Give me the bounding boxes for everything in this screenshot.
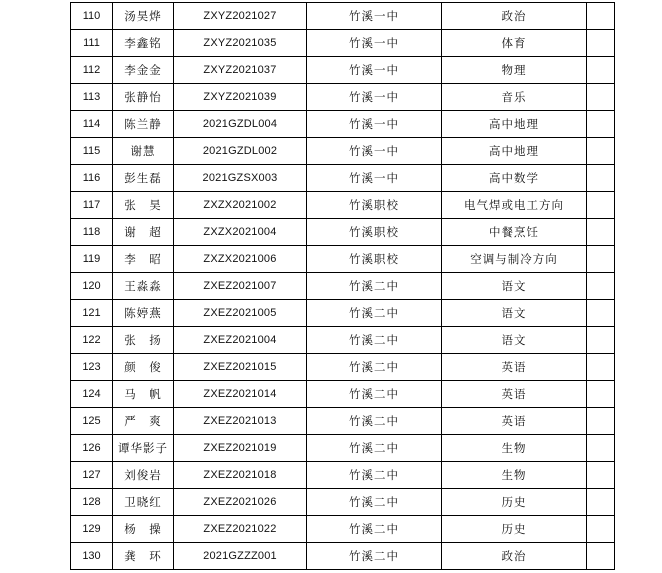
row-remark (587, 462, 615, 489)
row-remark (587, 516, 615, 543)
row-subject: 语文 (442, 327, 587, 354)
row-number: 126 (71, 435, 113, 462)
table-row (71, 138, 615, 165)
row-code: ZXYZ2021037 (174, 57, 307, 84)
row-subject: 英语 (442, 354, 587, 381)
row-school: 竹溪二中 (307, 516, 442, 543)
row-number: 117 (71, 192, 113, 219)
table-row (71, 543, 615, 570)
row-school: 竹溪二中 (307, 489, 442, 516)
row-school: 竹溪职校 (307, 192, 442, 219)
row-name: 卫晓红 (113, 489, 174, 516)
row-code: ZXEZ2021022 (174, 516, 307, 543)
row-number: 115 (71, 138, 113, 165)
row-number: 125 (71, 408, 113, 435)
table-row (71, 354, 615, 381)
row-subject: 空调与制冷方向 (442, 246, 587, 273)
row-subject: 政治 (442, 3, 587, 30)
row-subject: 语文 (442, 273, 587, 300)
row-name: 刘俊岩 (113, 462, 174, 489)
row-remark (587, 3, 615, 30)
row-school: 竹溪职校 (307, 219, 442, 246)
table-row (71, 516, 615, 543)
row-code: ZXEZ2021004 (174, 327, 307, 354)
row-school: 竹溪二中 (307, 435, 442, 462)
row-name: 张 昊 (113, 192, 174, 219)
row-remark (587, 30, 615, 57)
table-row (71, 327, 615, 354)
row-name: 张 扬 (113, 327, 174, 354)
row-subject: 高中地理 (442, 138, 587, 165)
row-number: 111 (71, 30, 113, 57)
row-subject: 历史 (442, 516, 587, 543)
row-code: ZXYZ2021035 (174, 30, 307, 57)
table-row (71, 165, 615, 192)
row-number: 116 (71, 165, 113, 192)
row-subject: 语文 (442, 300, 587, 327)
row-code: ZXEZ2021026 (174, 489, 307, 516)
row-school: 竹溪一中 (307, 30, 442, 57)
row-remark (587, 354, 615, 381)
row-school: 竹溪二中 (307, 300, 442, 327)
row-code: ZXEZ2021007 (174, 273, 307, 300)
row-name: 杨 操 (113, 516, 174, 543)
row-name: 陈兰静 (113, 111, 174, 138)
row-remark (587, 138, 615, 165)
row-school: 竹溪二中 (307, 543, 442, 570)
row-name: 李鑫铭 (113, 30, 174, 57)
row-code: ZXYZ2021039 (174, 84, 307, 111)
row-number: 123 (71, 354, 113, 381)
row-subject: 生物 (442, 435, 587, 462)
row-number: 113 (71, 84, 113, 111)
table-row (71, 111, 615, 138)
table-row (71, 462, 615, 489)
row-school: 竹溪一中 (307, 3, 442, 30)
row-number: 127 (71, 462, 113, 489)
row-name: 王淼淼 (113, 273, 174, 300)
row-number: 112 (71, 57, 113, 84)
row-code: 2021GZDL004 (174, 111, 307, 138)
row-school: 竹溪一中 (307, 165, 442, 192)
row-remark (587, 219, 615, 246)
row-number: 114 (71, 111, 113, 138)
row-name: 陈婷燕 (113, 300, 174, 327)
row-name: 谢慧 (113, 138, 174, 165)
row-name: 谢 超 (113, 219, 174, 246)
table-row (71, 30, 615, 57)
row-school: 竹溪职校 (307, 246, 442, 273)
row-remark (587, 165, 615, 192)
roster-table (70, 2, 615, 570)
row-name: 李金金 (113, 57, 174, 84)
row-school: 竹溪一中 (307, 84, 442, 111)
row-code: 2021GZZZ001 (174, 543, 307, 570)
row-remark (587, 300, 615, 327)
row-subject: 物理 (442, 57, 587, 84)
row-code: ZXEZ2021005 (174, 300, 307, 327)
row-school: 竹溪一中 (307, 138, 442, 165)
row-subject: 英语 (442, 408, 587, 435)
row-school: 竹溪二中 (307, 462, 442, 489)
row-number: 122 (71, 327, 113, 354)
row-remark (587, 543, 615, 570)
row-code: ZXEZ2021019 (174, 435, 307, 462)
row-remark (587, 435, 615, 462)
row-remark (587, 408, 615, 435)
row-school: 竹溪一中 (307, 111, 442, 138)
row-code: 2021GZSX003 (174, 165, 307, 192)
row-remark (587, 327, 615, 354)
row-remark (587, 489, 615, 516)
table-row (71, 435, 615, 462)
row-name: 彭生磊 (113, 165, 174, 192)
row-remark (587, 57, 615, 84)
row-number: 130 (71, 543, 113, 570)
row-number: 110 (71, 3, 113, 30)
table-row (71, 489, 615, 516)
row-subject: 生物 (442, 462, 587, 489)
row-remark (587, 273, 615, 300)
row-code: ZXZX2021004 (174, 219, 307, 246)
table-row (71, 300, 615, 327)
row-number: 124 (71, 381, 113, 408)
row-code: ZXZX2021002 (174, 192, 307, 219)
row-name: 马 帆 (113, 381, 174, 408)
row-code: ZXEZ2021013 (174, 408, 307, 435)
row-code: 2021GZDL002 (174, 138, 307, 165)
table-row (71, 57, 615, 84)
table-row (71, 219, 615, 246)
row-remark (587, 192, 615, 219)
row-code: ZXEZ2021015 (174, 354, 307, 381)
row-code: ZXEZ2021014 (174, 381, 307, 408)
row-subject: 英语 (442, 381, 587, 408)
row-remark (587, 381, 615, 408)
row-subject: 体育 (442, 30, 587, 57)
row-name: 李 昭 (113, 246, 174, 273)
table-row (71, 381, 615, 408)
row-name: 张静怡 (113, 84, 174, 111)
row-subject: 电气焊或电工方向 (442, 192, 587, 219)
row-school: 竹溪二中 (307, 327, 442, 354)
row-code: ZXZX2021006 (174, 246, 307, 273)
row-name: 颜 俊 (113, 354, 174, 381)
row-number: 120 (71, 273, 113, 300)
row-number: 129 (71, 516, 113, 543)
row-school: 竹溪二中 (307, 408, 442, 435)
table-row (71, 273, 615, 300)
row-name: 严 爽 (113, 408, 174, 435)
row-subject: 高中数学 (442, 165, 587, 192)
row-school: 竹溪二中 (307, 273, 442, 300)
row-number: 128 (71, 489, 113, 516)
row-subject: 音乐 (442, 84, 587, 111)
table-row (71, 408, 615, 435)
row-subject: 历史 (442, 489, 587, 516)
row-school: 竹溪一中 (307, 57, 442, 84)
table-row (71, 192, 615, 219)
row-remark (587, 111, 615, 138)
row-school: 竹溪二中 (307, 381, 442, 408)
row-code: ZXYZ2021027 (174, 3, 307, 30)
row-subject: 政治 (442, 543, 587, 570)
row-remark (587, 246, 615, 273)
row-subject: 中餐烹饪 (442, 219, 587, 246)
row-name: 汤昊烨 (113, 3, 174, 30)
row-name: 龚 环 (113, 543, 174, 570)
row-number: 119 (71, 246, 113, 273)
table-row (71, 246, 615, 273)
row-subject: 高中地理 (442, 111, 587, 138)
row-school: 竹溪二中 (307, 354, 442, 381)
row-name: 谭华影子 (113, 435, 174, 462)
row-number: 118 (71, 219, 113, 246)
table-row (71, 84, 615, 111)
row-remark (587, 84, 615, 111)
row-number: 121 (71, 300, 113, 327)
row-code: ZXEZ2021018 (174, 462, 307, 489)
table-row (71, 3, 615, 30)
